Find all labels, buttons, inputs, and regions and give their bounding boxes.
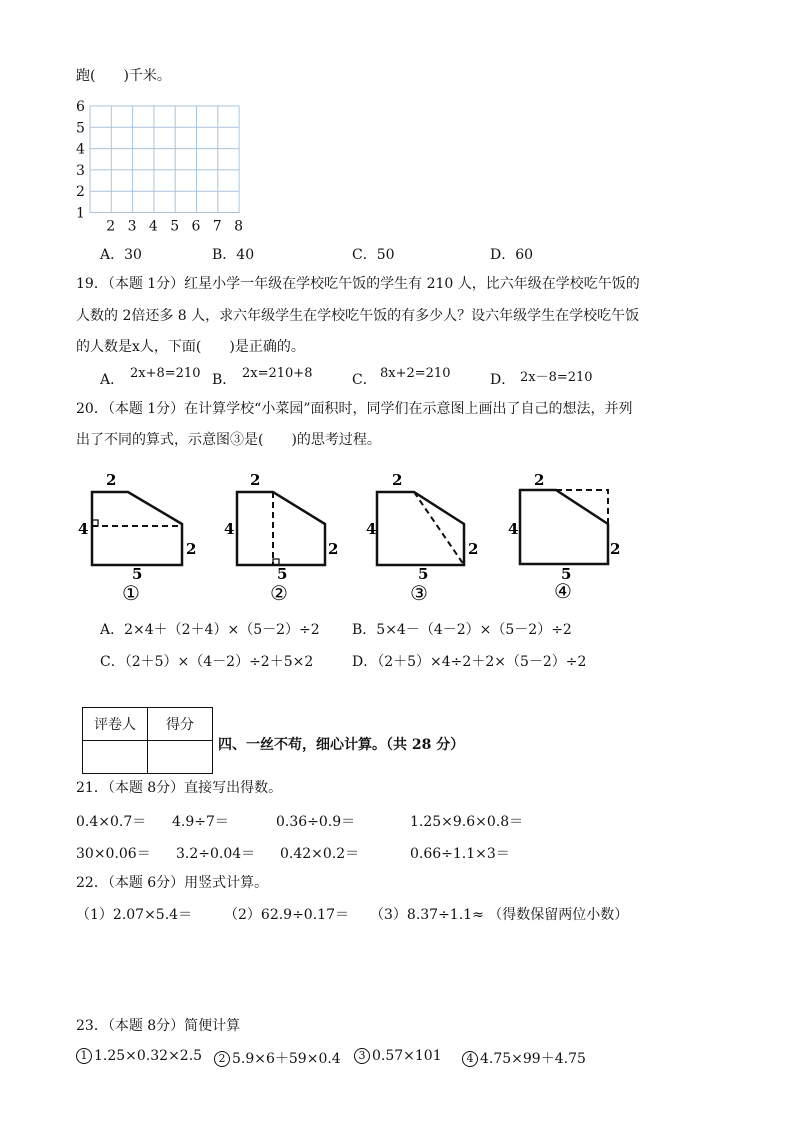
fig4-right-label: 2 bbox=[610, 540, 621, 558]
fig3-dashed-line bbox=[414, 492, 464, 565]
q23-item-3 bbox=[354, 1048, 442, 1064]
circled-number-1: 1 bbox=[76, 1048, 92, 1064]
grid-x-tick-label: 2 bbox=[106, 218, 116, 234]
q19-line-2: 人数的 2倍还多 8 人，求六年级学生在学校吃午饭的有多少人？设六年级学生在学校吃午饭 bbox=[76, 308, 640, 324]
q19-option-d-expr[interactable]: 2x－8=210 bbox=[520, 370, 593, 385]
grader-cell[interactable] bbox=[83, 741, 148, 774]
q20-option-b[interactable]: B．5×4－（4－2）×（5－2）÷2 bbox=[352, 622, 572, 638]
score-header: 得分 bbox=[148, 708, 213, 741]
q20-line-1: 20．（本题 1分）在计算学校“小菜园”面积时，同学们在示意图上画出了自己的想法，并列 bbox=[76, 401, 633, 417]
fig1-top-label: 2 bbox=[106, 471, 117, 489]
score-cell[interactable] bbox=[148, 741, 213, 774]
q21-r1-c3: 0.36÷0.9＝ bbox=[276, 814, 356, 830]
q20-option-d[interactable]: D．（2＋5）×4÷2＋2×（5－2）÷2 bbox=[352, 654, 587, 670]
score-table bbox=[82, 707, 213, 774]
fig3-number: ③ bbox=[410, 581, 428, 605]
fig4-number: ④ bbox=[554, 579, 572, 603]
fig4-top-label: 2 bbox=[534, 471, 545, 489]
fig2-left-label: 4 bbox=[224, 520, 235, 538]
fig2-outline bbox=[237, 492, 325, 565]
q18-option-b[interactable]: B．40 bbox=[212, 247, 255, 263]
grid-y-tick-label: 3 bbox=[76, 162, 85, 179]
q20-option-a[interactable]: A．2×4＋（2＋4）×（5－2）÷2 bbox=[100, 622, 320, 638]
q19-line-3: 的人数是x人，下面( )是正确的。 bbox=[76, 339, 305, 355]
grid-y-tick-label: 6 bbox=[76, 99, 85, 115]
figure-1 bbox=[76, 468, 198, 608]
q18-option-c[interactable]: C．50 bbox=[352, 247, 395, 263]
fig3-left-label: 4 bbox=[366, 520, 377, 538]
q19-option-b-expr[interactable]: 2x=210+8 bbox=[242, 366, 313, 381]
circled-number-3: 3 bbox=[354, 1048, 370, 1064]
fig1-left-label: 4 bbox=[78, 520, 89, 538]
grader-header: 评卷人 bbox=[83, 708, 148, 741]
figure-2 bbox=[220, 468, 342, 608]
coordinate-grid bbox=[70, 98, 250, 234]
fig2-number: ② bbox=[270, 581, 288, 605]
fig4-left-label: 4 bbox=[508, 520, 519, 538]
fig4-outline bbox=[520, 490, 608, 564]
q21-r2-c1: 30×0.06＝ bbox=[76, 846, 151, 862]
section-4-title: 四、一丝不苟，细心计算。（共 28 分） bbox=[218, 737, 465, 753]
q23-expr-2: 5.9×6＋59×0.4 bbox=[232, 1051, 341, 1067]
q22-item-2: （2）62.9÷0.17＝ bbox=[224, 907, 349, 923]
q21-r1-c2: 4.9÷7＝ bbox=[172, 814, 229, 830]
q22-item-1: （1）2.07×5.4＝ bbox=[76, 907, 193, 923]
fig3-top-label: 2 bbox=[392, 471, 403, 489]
q23-expr-1: 1.25×0.32×2.5 bbox=[94, 1048, 203, 1064]
figure-3 bbox=[362, 468, 484, 608]
q19-option-b-label[interactable]: B． bbox=[212, 372, 237, 388]
q20-line-2: 出了不同的算式，示意图③是( )的思考过程。 bbox=[76, 432, 381, 448]
fig1-outline bbox=[92, 492, 182, 565]
grid-y-tick-label: 4 bbox=[76, 141, 85, 158]
grid-y-tick-label: 5 bbox=[76, 120, 85, 137]
q22-item-3: （3）8.37÷1.1≈ （得数保留两位小数） bbox=[370, 907, 629, 923]
q21-r2-c4: 0.66÷1.1×3＝ bbox=[410, 846, 510, 862]
q18-option-a[interactable]: A．30 bbox=[100, 247, 142, 263]
grid-y-tick-label: 1 bbox=[76, 205, 85, 222]
q23-expr-4: 4.75×99＋4.75 bbox=[480, 1051, 586, 1067]
q19-option-a-expr[interactable]: 2x+8=210 bbox=[130, 366, 201, 381]
fig1-right-label: 2 bbox=[186, 540, 197, 558]
circled-number-4: 4 bbox=[462, 1051, 478, 1067]
fig3-bottom-label: 5 bbox=[418, 565, 429, 583]
q19-option-c-label[interactable]: C． bbox=[352, 372, 377, 388]
q20-option-c[interactable]: C．（2＋5）×（4－2）÷2＋5×2 bbox=[100, 654, 314, 670]
q18-option-d[interactable]: D．60 bbox=[490, 247, 534, 263]
q21-r1-c4: 1.25×9.6×0.8＝ bbox=[410, 814, 524, 830]
fig1-number: ① bbox=[122, 581, 140, 605]
circled-number-2: 2 bbox=[214, 1051, 230, 1067]
grid-x-tick-label: 4 bbox=[148, 218, 158, 234]
fig2-bottom-label: 5 bbox=[277, 565, 288, 583]
q23-expr-3: 0.57×101 bbox=[372, 1048, 442, 1064]
q22-title: 22．（本题 6分）用竖式计算。 bbox=[76, 875, 269, 891]
grid-x-tick-label: 7 bbox=[212, 218, 222, 234]
grid-x-tick-label: 3 bbox=[127, 218, 137, 234]
q23-item-1 bbox=[76, 1048, 202, 1064]
q23-item-4 bbox=[462, 1048, 586, 1068]
q21-r2-c2: 3.2÷0.04＝ bbox=[176, 846, 256, 862]
q23-item-2 bbox=[214, 1048, 341, 1068]
q19-option-d-label[interactable]: D． bbox=[490, 372, 516, 388]
grid-y-tick-label: 2 bbox=[76, 184, 85, 201]
q19-line-1: 19．（本题 1分）红星小学一年级在学校吃午饭的学生有 210 人，比六年级在学校吃午饭的 bbox=[76, 276, 640, 292]
q21-title: 21．（本题 8分）直接写出得数。 bbox=[76, 780, 283, 796]
fig3-right-label: 2 bbox=[468, 540, 479, 558]
grid-x-tick-label: 8 bbox=[234, 218, 244, 234]
q21-r2-c3: 0.42×0.2＝ bbox=[280, 846, 360, 862]
figure-4 bbox=[504, 468, 626, 608]
grid-x-tick-label: 5 bbox=[170, 218, 180, 234]
q23-title: 23．（本题 8分）简便计算 bbox=[76, 1018, 241, 1034]
q21-r1-c1: 0.4×0.7＝ bbox=[76, 814, 147, 830]
fig1-bottom-label: 5 bbox=[132, 565, 143, 583]
grid-x-tick-label: 6 bbox=[191, 218, 201, 234]
q18-stem-tail: 跑( )千米。 bbox=[76, 68, 171, 84]
fig2-right-label: 2 bbox=[328, 540, 339, 558]
fig4-bottom-label: 5 bbox=[561, 565, 572, 583]
q19-option-c-expr[interactable]: 8x+2=210 bbox=[380, 366, 451, 381]
fig2-top-label: 2 bbox=[250, 471, 261, 489]
q19-option-a-label[interactable]: A． bbox=[100, 372, 125, 388]
